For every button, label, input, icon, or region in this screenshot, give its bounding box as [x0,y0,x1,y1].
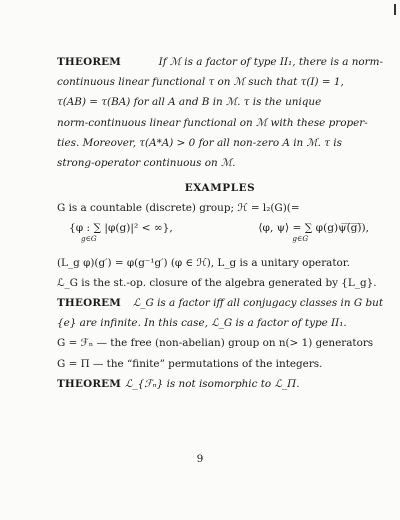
theorem-1-line-5: ties. Moreover, τ(A*A) > 0 for all non-zero A in ℳ. τ is [57,136,342,149]
theorem-1-line-1 [57,52,383,72]
display-formula [57,219,383,253]
theorem-1-line-6: strong-operator continuous on ℳ. [57,157,236,170]
theorem-3-line [57,374,383,394]
page-number: 9 [196,453,204,465]
formula-right-subscript: g∈G [292,233,309,243]
examples-heading: EXAMPLES [184,182,256,195]
scan-mark [394,4,396,15]
closure-line: ℒ_G is the st.-op. closure of the algebra generated by {L_g}. [57,276,377,289]
theorem-2-line-1 [57,293,383,313]
theorem-2-text-1: ℒ_G is a factor iff all conjugacy classes in G but [132,297,383,310]
theorem-1-text-1: If ℳ is a factor of type II₁, there is a norm- [158,56,383,68]
theorem-2-label: THEOREM [57,297,121,310]
free-group-line: G = ℱₙ — the free (non-abelian) group on n(> 1) generators [57,337,374,350]
example-intro: G is a countable (discrete) group; ℋ = l₂(G)(= [57,202,300,215]
theorem-2-line-2: {e} are infinite. In this case, ℒ_G is a factor of type II₁. [57,317,347,330]
formula-left [69,221,173,243]
theorem-3-text: ℒ_{ℱₙ} is not isomorphic to ℒ_Π. [124,377,300,390]
theorem-1-line-3: τ(AB) = τ(BA) for all A and B in ℳ. τ is the unique [57,96,322,109]
theorem-1-line-2: continuous linear functional τ on ℳ such that τ(I) = 1, [57,76,344,89]
formula-left-expression: {φ : ∑ |φ(g)|² < ∞}, [69,221,173,234]
theorem-3-label: THEOREM [57,377,121,390]
theorem-1-line-4: norm-continuous linear functional on ℳ with these proper- [57,116,368,129]
formula-right-expression: ⟨φ, ψ⟩ = ∑ φ(g)ψ̅(̅g̅)̅), [258,221,369,234]
translation-operator-line: (L_g φ)(g′) = φ(g⁻¹g′) (φ ∈ ℋ), L_g is a unitary operator. [57,256,350,269]
formula-right [258,221,369,243]
formula-left-subscript: g∈G [81,233,97,243]
page-body [57,52,383,394]
permutation-group-line: G = Π — the “finite” permutations of the integers. [57,357,323,370]
theorem-1-label: THEOREM [57,56,121,68]
